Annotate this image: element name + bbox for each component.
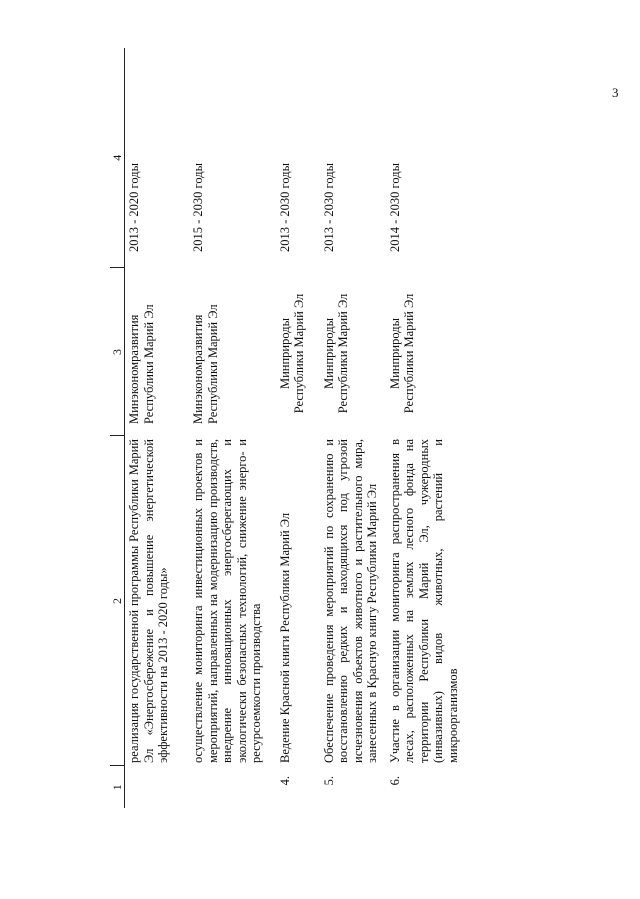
- responsible-line: Минэкономразвития: [191, 314, 205, 424]
- row-term: 2013 - 2030 годы: [277, 162, 292, 252]
- row-number: [181, 766, 264, 808]
- responsible-line: Республики Марий Эл: [336, 293, 350, 414]
- responsible-line: Республики Марий Эл: [292, 293, 306, 414]
- header-col-4: 4: [110, 48, 125, 268]
- row-description: осуществление мониторинга инвестиционных проектов и мероприятий, направленных на модернизацию производств, внедрение инновационных энергосберегающих и экологически безопасных технологий, снижение энерго- и ресурсоемкости производства: [191, 439, 263, 763]
- responsible-line: Минприроды: [387, 317, 402, 390]
- table-row: [125, 48, 182, 808]
- table-row: [264, 48, 318, 808]
- responsible-line: Минэкономразвития: [127, 314, 141, 424]
- row-term: 2013 - 2020 годы: [127, 162, 141, 252]
- responsible-line: Минприроды: [277, 317, 292, 390]
- row-responsible: [318, 268, 384, 436]
- header-col-1: 1: [110, 766, 125, 808]
- measures-table: [110, 48, 468, 808]
- row-number: [125, 766, 182, 808]
- header-col-3: 3: [110, 268, 125, 436]
- row-responsible: [384, 268, 468, 436]
- responsible-line: Республики Марий Эл: [141, 304, 156, 424]
- row-description: реализация государственной программы Республики Марий Эл «Энергосбережение и повышение энергетической эффективности на 2013 - 2020 годы»: [127, 439, 170, 763]
- table-header-row: [110, 48, 125, 808]
- row-number: 6.: [387, 776, 402, 786]
- row-term: 2014 - 2030 годы: [387, 162, 402, 252]
- row-description: Ведение Красной книги Республики Марий Эл: [277, 512, 292, 763]
- row-number: 5.: [321, 776, 336, 786]
- table-row: [181, 48, 264, 808]
- rotated-table-container: [110, 48, 550, 808]
- responsible-line: Минприроды: [321, 317, 336, 390]
- row-term: 2015 - 2030 годы: [191, 162, 205, 252]
- row-responsible: [181, 268, 264, 436]
- header-col-2: 2: [110, 436, 125, 766]
- page-number: 3: [612, 85, 619, 100]
- row-responsible: [264, 268, 318, 436]
- table-landscape-frame: [110, 48, 550, 808]
- responsible-line: Республики Марий Эл: [205, 304, 220, 424]
- table-row: [318, 48, 384, 808]
- row-responsible: [125, 268, 182, 436]
- row-description: Участие в организации мониторинга распространения в лесах, расположенных на землях лесного фонда на территории Республики Марий Эл, чужеродных (инвазивных) видов животных, растений и микроорганизмов: [387, 439, 460, 763]
- table-row: [384, 48, 468, 808]
- row-term: 2013 - 2030 годы: [321, 162, 336, 252]
- responsible-line: Республики Марий Эл: [402, 293, 416, 414]
- row-description: Обеспечение проведения мероприятий по сохранению и восстановлению редких и находящихся под угрозой исчезновения объектов животного и растительного мира, занесенных в Красную книгу Республики Марий Эл: [321, 439, 379, 763]
- row-number: 4.: [277, 776, 292, 786]
